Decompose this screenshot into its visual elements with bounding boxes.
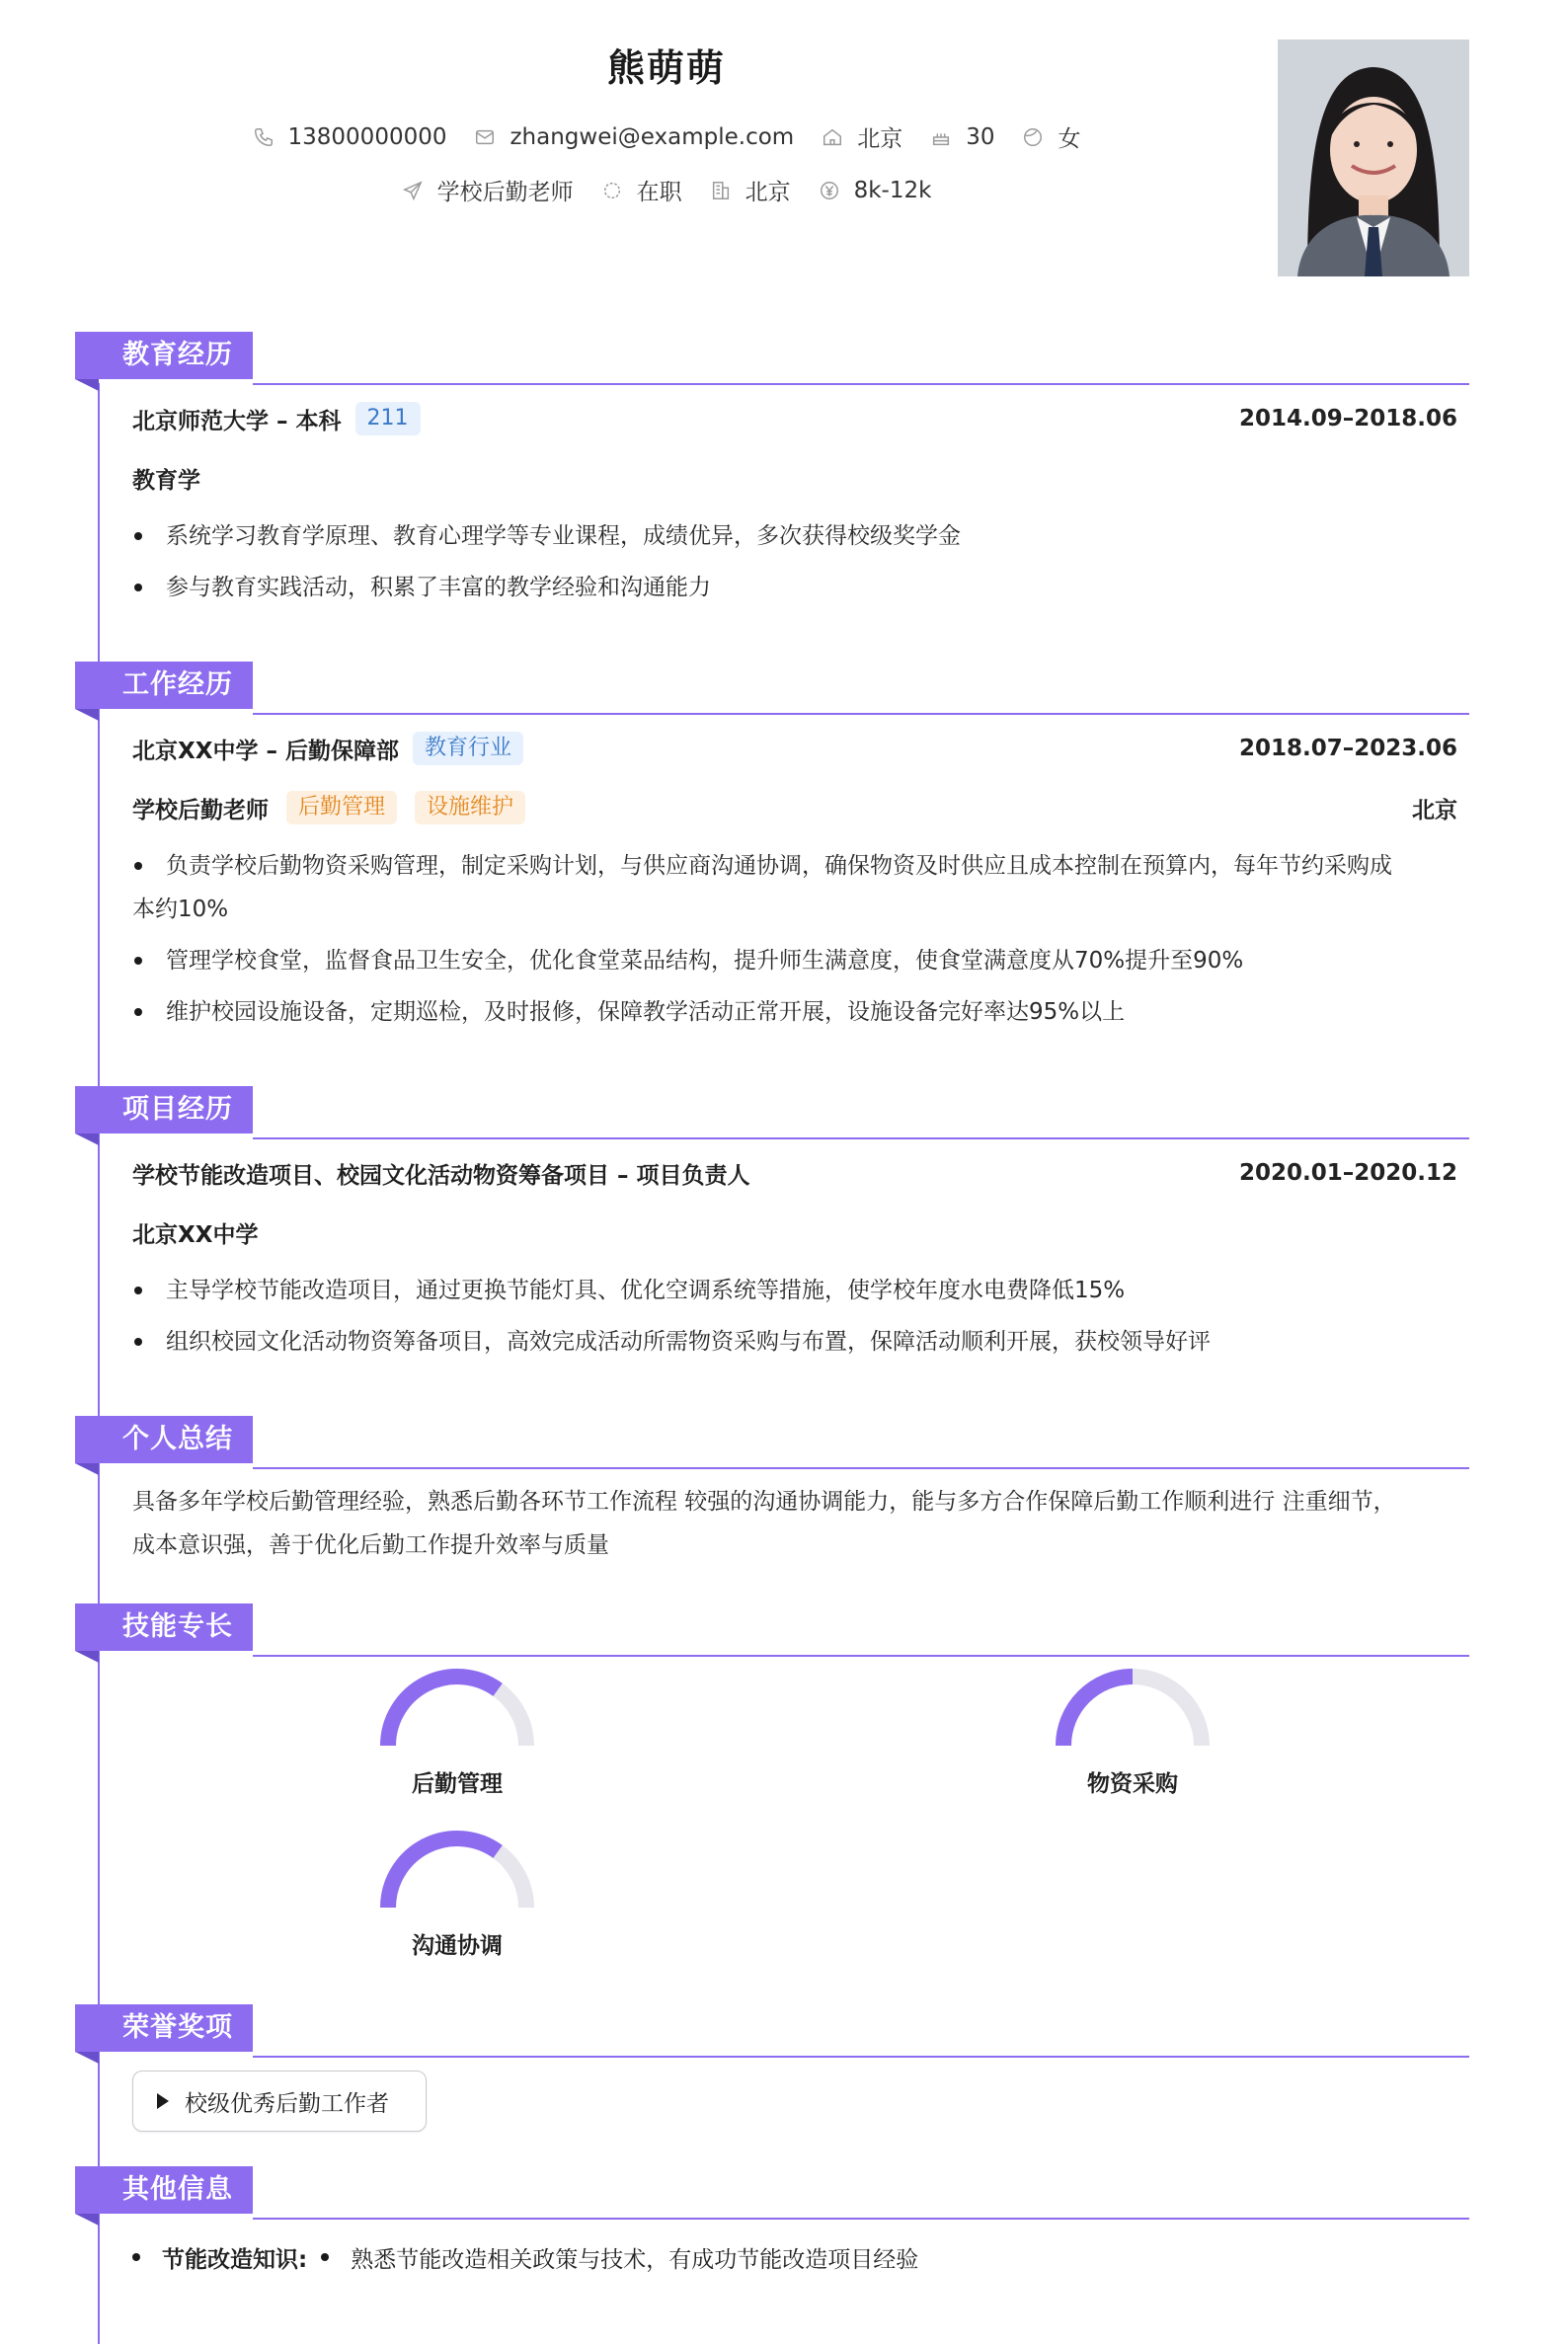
section-education-title: 教育经历 (75, 332, 253, 379)
section-fold (75, 1133, 99, 1145)
work-position: 学校后勤老师 (132, 797, 269, 823)
award-label: 校级优秀后勤工作者 (185, 2090, 389, 2117)
age-item (930, 124, 994, 150)
salary-item (819, 178, 932, 203)
project-header (132, 1153, 1457, 1193)
section-divider (253, 383, 1469, 385)
skill-tag: 设施维护 (415, 791, 525, 824)
list-item: 系统学习教育学原理、教育心理学等专业课程，成绩优异，多次获得校级奖学金 (132, 514, 1457, 558)
section-fold (75, 2214, 99, 2226)
school-tag: 211 (355, 402, 421, 435)
section-work-title: 工作经历 (75, 662, 253, 709)
industry-tag: 教育行业 (413, 732, 523, 765)
work-header (132, 729, 1457, 768)
education-header (132, 399, 1457, 438)
skill-item (358, 1829, 556, 1960)
job-target-text: 学校后勤老师 (436, 180, 574, 205)
education-bullets (132, 514, 1457, 609)
education-major: 教育学 (132, 467, 200, 494)
section-divider (253, 2056, 1469, 2058)
phone-text: 13800000000 (287, 123, 447, 150)
salary-text: 8k-12k (853, 177, 932, 203)
skill-tag: 后勤管理 (286, 791, 397, 824)
skill-gauge (373, 1829, 541, 1914)
work-date: 2018.07–2023.06 (1238, 736, 1457, 761)
section-summary-title: 个人总结 (75, 1416, 253, 1463)
mail-icon (474, 126, 496, 148)
phone-icon (253, 126, 274, 148)
status-icon (601, 180, 623, 201)
city-text: 北京 (857, 126, 903, 152)
other-label: 节能改造知识: (162, 2246, 308, 2273)
work-city-item (710, 174, 791, 206)
candidate-name: 熊萌萌 (606, 46, 726, 90)
profile-photo (1278, 39, 1469, 276)
summary-text (132, 1480, 1457, 1567)
skill-item (1034, 1667, 1231, 1798)
skill-item (358, 1667, 556, 1798)
skill-name: 沟通协调 (412, 1933, 503, 1959)
bullet-dot (321, 2253, 329, 2261)
section-divider (253, 713, 1469, 715)
list-item: 组织校园文化活动物资筹备项目，高效完成活动所需物资采购与布置，保障活动顺利开展，获校领导好评 (132, 1320, 1457, 1364)
paper-plane-icon (402, 180, 424, 201)
gender-text: 女 (1058, 126, 1081, 152)
other-value: 熟悉节能改造相关政策与技术，有成功节能改造项目经验 (351, 2246, 919, 2273)
work-position-row (132, 788, 1457, 827)
section-divider (253, 1137, 1469, 1139)
list-item: 维护校园设施设备，定期巡检，及时报修，保障教学活动正常开展，设施设备完好率达95%以上 (132, 990, 1457, 1034)
skill-gauge (1049, 1667, 1216, 1752)
section-other-title: 其他信息 (75, 2166, 253, 2214)
list-item-line: 负责学校后勤物资采购管理，制定采购计划，与供应商沟通协调，确保物资及时供应且成本控制在预算内，每年节约采购成 (166, 853, 1392, 879)
skill-gauge (373, 1667, 541, 1752)
section-fold (75, 379, 99, 391)
section-fold (75, 1651, 99, 1663)
age-text: 30 (966, 123, 995, 150)
gender-item (1022, 120, 1080, 153)
building-icon (710, 180, 732, 201)
list-item: 主导学校节能改造项目，通过更换节能灯具、优化空调系统等措施，使学校年度水电费降低15% (132, 1269, 1457, 1312)
summary-line: 具备多年学校后勤管理经验，熟悉后勤各环节工作流程 较强的沟通协调能力，能与多方合作保障后勤工作顺利进行 注重细节， (132, 1489, 1396, 1515)
city-item (822, 120, 902, 153)
yen-icon (819, 180, 840, 201)
education-major-row (132, 458, 1457, 498)
education-date: 2014.09–2018.06 (1238, 406, 1457, 431)
section-divider (253, 1467, 1469, 1469)
list-item: 参与教育实践活动，积累了丰富的教学经验和沟通能力 (132, 566, 1457, 609)
job-intent-row (0, 174, 1333, 206)
bullet-dot (132, 2253, 140, 2261)
section-fold (75, 2052, 99, 2064)
skill-name: 物资采购 (1087, 1771, 1178, 1797)
company-name: 北京XX中学 – 后勤保障部 (132, 738, 399, 764)
face-icon (1022, 126, 1044, 148)
section-awards-title: 荣誉奖项 (75, 2004, 253, 2052)
section-divider (253, 2218, 1469, 2220)
email-text: zhangwei@example.com (510, 123, 795, 150)
phone-item (253, 124, 447, 150)
other-info-row (132, 2237, 918, 2277)
work-city-text: 北京 (745, 180, 791, 205)
section-project-title: 项目经历 (75, 1086, 253, 1133)
status-item (601, 174, 682, 206)
list-item (132, 844, 1457, 888)
project-date: 2020.01–2020.12 (1238, 1160, 1457, 1186)
project-org-row (132, 1212, 1457, 1252)
list-item: 管理学校食堂，监督食品卫生安全，优化食堂菜品结构，提升师生满意度，使食堂满意度从70%提升至90% (132, 939, 1457, 982)
project-title: 学校节能改造项目、校园文化活动物资筹备项目 – 项目负责人 (132, 1162, 750, 1189)
contact-row (0, 120, 1333, 153)
school-name: 北京师范大学 – 本科 (132, 408, 342, 434)
summary-line: 成本意识强，善于优化后勤工作提升效率与质量 (132, 1532, 609, 1558)
section-skills-title: 技能专长 (75, 1603, 253, 1651)
list-item-continuation: 本约10% (132, 897, 229, 922)
section-fold (75, 1463, 99, 1475)
play-triangle-icon (157, 2093, 169, 2109)
project-org: 北京XX中学 (132, 1221, 259, 1248)
cake-icon (930, 126, 952, 148)
work-bullets (132, 844, 1457, 1034)
email-item (474, 124, 794, 150)
project-bullets (132, 1269, 1457, 1364)
status-text: 在职 (636, 180, 682, 205)
work-location: 北京 (1412, 797, 1457, 823)
home-icon (822, 126, 843, 148)
award-item[interactable] (132, 2071, 427, 2132)
skill-name: 后勤管理 (412, 1771, 503, 1797)
section-divider (253, 1655, 1469, 1657)
job-target-item (402, 174, 574, 206)
section-fold (75, 709, 99, 721)
